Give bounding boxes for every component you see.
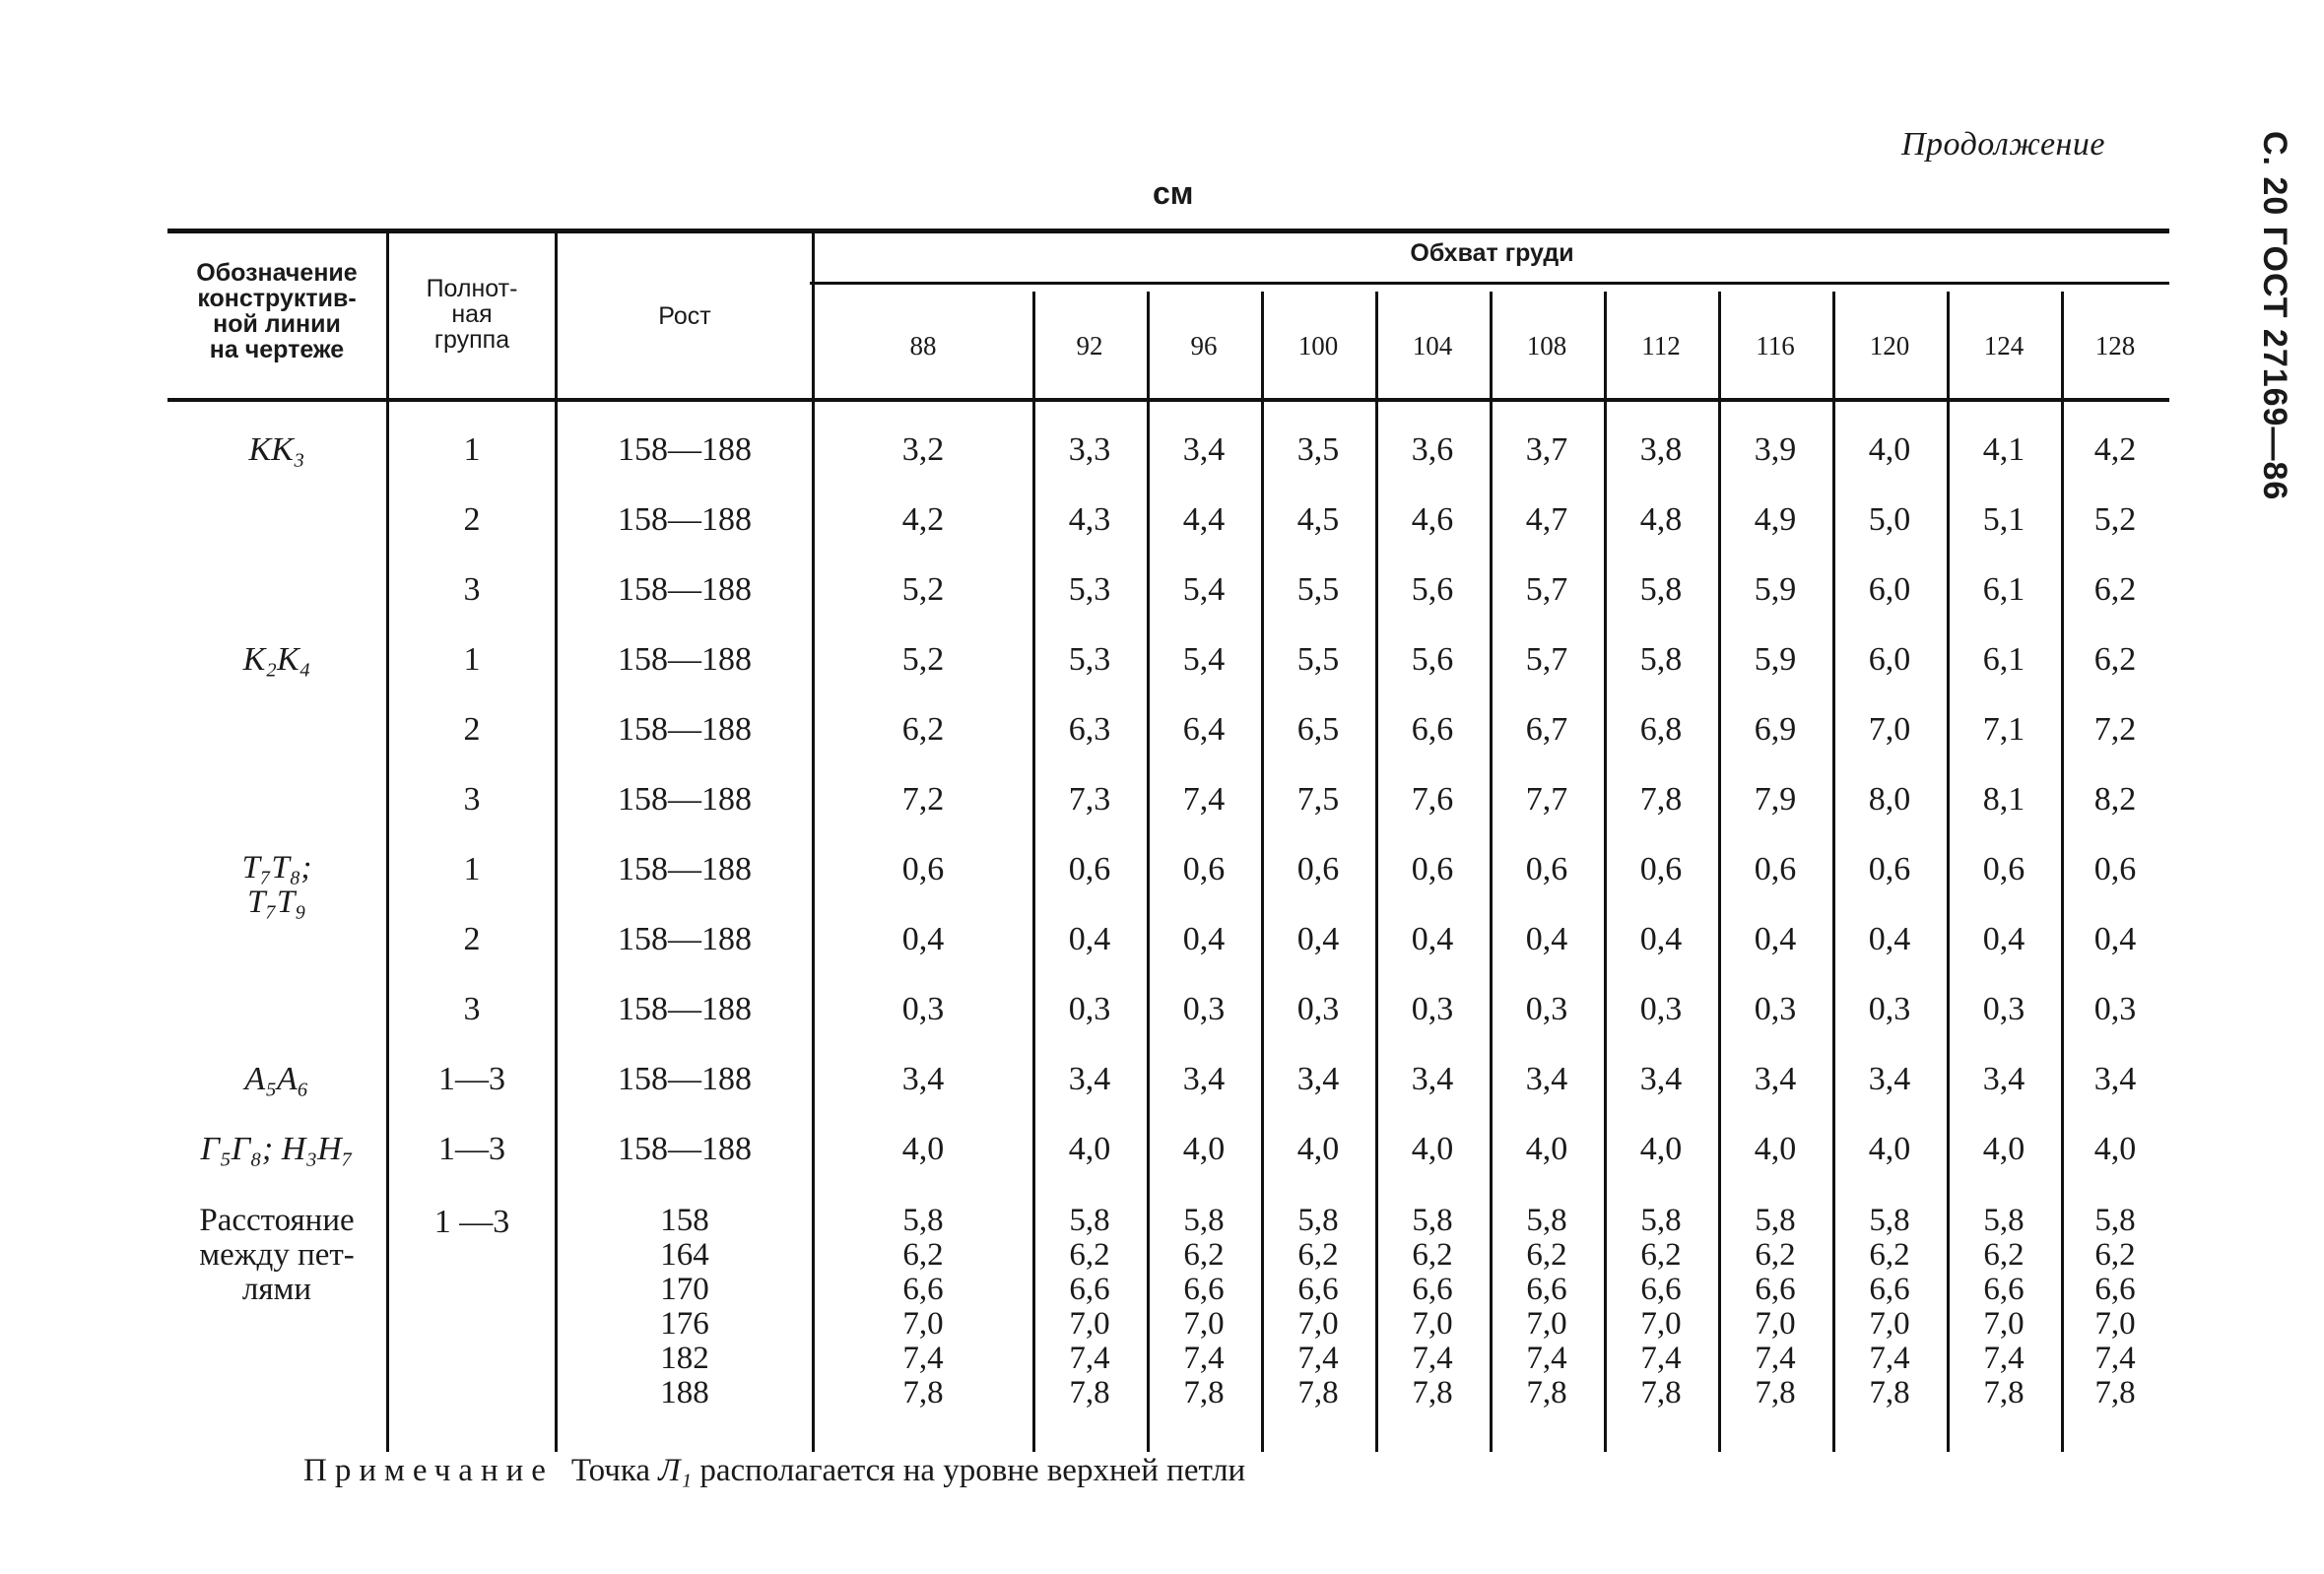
value-cell: 0,3: [901, 991, 945, 1027]
value-list: [1261, 1204, 1375, 1410]
value-cell: 7,8: [902, 1375, 944, 1410]
value-cell: 0,3: [1754, 991, 1797, 1027]
value-cell: 0,4: [1868, 921, 1911, 957]
value-cell: 6,6: [2094, 1272, 2136, 1307]
value-cell: 7,4: [1983, 1341, 2025, 1376]
note-label: Примечание: [303, 1453, 554, 1488]
value-cell: 0,4: [1639, 921, 1683, 957]
group-cell: 3: [463, 781, 481, 818]
value-cell: 0,3: [1525, 991, 1568, 1027]
value-cell: 0,6: [1525, 851, 1568, 887]
value-cell: 4,0: [1639, 1131, 1683, 1167]
value-cell: 3,4: [1296, 1061, 1340, 1097]
height-cell: 158—188: [618, 851, 752, 887]
chest-size-header: 96: [1190, 331, 1218, 361]
fullness-group-header: Полнот- ная группа: [426, 275, 518, 354]
value-cell: 6,1: [1982, 641, 2025, 678]
designation-line: Т₇Т₉: [247, 885, 306, 920]
value-cell: 0,3: [2093, 991, 2137, 1027]
value-cell: 4,0: [1754, 1131, 1797, 1167]
value-cell: 6,2: [1983, 1237, 2025, 1273]
height-value: 158: [660, 1203, 709, 1238]
value-cell: 4,6: [1411, 501, 1454, 538]
value-cell: 0,4: [1754, 921, 1797, 957]
value-cell: 0,3: [1068, 991, 1111, 1027]
value-cell: 7,7: [1525, 781, 1568, 818]
value-cell: 3,6: [1411, 431, 1454, 468]
value-cell: 7,8: [1640, 1375, 1682, 1410]
value-cell: 4,0: [1182, 1131, 1226, 1167]
value-cell: 7,0: [1412, 1306, 1453, 1342]
height-cell: 158—188: [618, 641, 752, 678]
value-cell: 5,2: [2093, 501, 2137, 538]
value-cell: 5,8: [1755, 1203, 1796, 1238]
height-cell: 158—188: [618, 921, 752, 957]
value-cell: 0,4: [1982, 921, 2025, 957]
value-cell: 3,4: [1182, 1061, 1226, 1097]
value-cell: 3,4: [1525, 1061, 1568, 1097]
value-cell: 7,8: [2094, 1375, 2136, 1410]
value-cell: 7,5: [1296, 781, 1340, 818]
value-cell: 7,4: [1412, 1341, 1453, 1376]
value-cell: 3,4: [2093, 1061, 2137, 1097]
value-cell: 6,2: [1297, 1237, 1339, 1273]
group-cell: 1—3: [438, 1061, 505, 1097]
value-cell: 5,5: [1296, 571, 1340, 608]
value-cell: 0,4: [1182, 921, 1226, 957]
value-cell: 7,0: [2094, 1306, 2136, 1342]
value-cell: 5,8: [1983, 1203, 2025, 1238]
value-cell: 6,6: [1869, 1272, 1910, 1307]
value-cell: 7,4: [1640, 1341, 1682, 1376]
value-cell: 6,6: [1640, 1272, 1682, 1307]
value-cell: 6,2: [1640, 1237, 1682, 1273]
value-cell: 6,6: [1411, 711, 1454, 748]
value-cell: 8,2: [2093, 781, 2137, 818]
chest-size-header: 120: [1869, 331, 1910, 361]
designation-cell: [169, 1131, 384, 1168]
value-list: [1032, 1204, 1147, 1410]
designation-cell: [169, 1061, 384, 1098]
value-cell: 6,6: [902, 1272, 944, 1307]
value-list: [1375, 1204, 1490, 1410]
value-cell: 5,2: [901, 641, 945, 678]
value-cell: 6,6: [1412, 1272, 1453, 1307]
value-cell: 6,5: [1296, 711, 1340, 748]
value-cell: 6,7: [1525, 711, 1568, 748]
group-cell: 2: [463, 711, 481, 748]
value-cell: 4,1: [1982, 431, 2025, 468]
value-cell: 6,4: [1182, 711, 1226, 748]
value-cell: 5,8: [1640, 1203, 1682, 1238]
height-value: 182: [660, 1341, 709, 1376]
value-cell: 6,2: [2093, 641, 2137, 678]
value-cell: 7,0: [1640, 1306, 1682, 1342]
value-cell: 5,4: [1182, 641, 1226, 678]
height-cell: 158—188: [618, 781, 752, 818]
value-cell: 7,8: [1412, 1375, 1453, 1410]
value-cell: 5,3: [1068, 641, 1111, 678]
chest-size-header: 128: [2094, 331, 2136, 361]
column-divider: [386, 233, 389, 1452]
value-cell: 7,8: [1755, 1375, 1796, 1410]
value-cell: 7,9: [1754, 781, 1797, 818]
chest-girth-header: Обхват груди: [1410, 239, 1574, 267]
value-cell: 7,8: [1297, 1375, 1339, 1410]
value-list: [1147, 1204, 1261, 1410]
value-cell: 0,3: [1182, 991, 1226, 1027]
value-cell: 4,9: [1754, 501, 1797, 538]
value-cell: 7,4: [1069, 1341, 1110, 1376]
value-cell: 0,4: [1411, 921, 1454, 957]
value-cell: 7,4: [902, 1341, 944, 1376]
height-cell: 158—188: [618, 991, 752, 1027]
value-cell: 7,4: [1183, 1341, 1225, 1376]
value-cell: 5,8: [902, 1203, 944, 1238]
value-cell: 5,4: [1182, 571, 1226, 608]
group-cell: 1 —3: [433, 1204, 510, 1240]
value-cell: 3,4: [1639, 1061, 1683, 1097]
note-text-before: Точка: [570, 1453, 659, 1488]
value-cell: 6,2: [1183, 1237, 1225, 1273]
value-cell: 3,2: [901, 431, 945, 468]
value-cell: 7,4: [1526, 1341, 1567, 1376]
designation-cell: [169, 431, 384, 469]
value-cell: 6,2: [1069, 1237, 1110, 1273]
value-cell: 5,7: [1525, 571, 1568, 608]
value-cell: 7,8: [1983, 1375, 2025, 1410]
value-cell: 4,0: [1868, 1131, 1911, 1167]
value-cell: 7,8: [1526, 1375, 1567, 1410]
chest-size-header: 108: [1526, 331, 1567, 361]
designation-line: К₂К₄: [242, 641, 311, 678]
value-cell: 0,6: [1411, 851, 1454, 887]
note-point: Л₁: [658, 1453, 693, 1488]
value-cell: 3,4: [1868, 1061, 1911, 1097]
designation-cell: [169, 1204, 384, 1307]
chest-size-header: 92: [1076, 331, 1103, 361]
value-cell: 5,7: [1525, 641, 1568, 678]
value-cell: 5,0: [1868, 501, 1911, 538]
value-cell: 6,2: [902, 1237, 944, 1273]
designation-line: Г₅Г₈; Н₃Н₇: [200, 1131, 354, 1167]
value-cell: 8,0: [1868, 781, 1911, 818]
value-cell: 4,0: [1868, 431, 1911, 468]
value-cell: 6,0: [1868, 571, 1911, 608]
value-cell: 0,3: [1639, 991, 1683, 1027]
value-cell: 7,0: [1069, 1306, 1110, 1342]
value-cell: 7,0: [1526, 1306, 1567, 1342]
height-header: Рост: [658, 302, 711, 330]
value-cell: 6,8: [1639, 711, 1683, 748]
value-cell: 4,0: [1411, 1131, 1454, 1167]
value-cell: 0,6: [1296, 851, 1340, 887]
designation-header: Обозначение конструктив- ной линии на чертеже: [196, 259, 358, 363]
value-cell: 3,5: [1296, 431, 1340, 468]
group-cell: 1: [463, 641, 481, 678]
value-cell: 6,6: [1755, 1272, 1796, 1307]
group-cell: 3: [463, 991, 481, 1027]
height-cell: 158—188: [618, 501, 752, 538]
value-cell: 6,3: [1068, 711, 1111, 748]
group-cell: 3: [463, 571, 481, 608]
value-cell: 3,4: [1182, 431, 1226, 468]
value-cell: 0,3: [1868, 991, 1911, 1027]
value-cell: 5,1: [1982, 501, 2025, 538]
value-cell: 6,6: [1526, 1272, 1567, 1307]
value-cell: 3,7: [1525, 431, 1568, 468]
value-list: [2061, 1204, 2169, 1410]
height-value: 176: [660, 1306, 709, 1342]
value-cell: 5,6: [1411, 571, 1454, 608]
value-cell: 4,0: [1296, 1131, 1340, 1167]
value-cell: 5,9: [1754, 641, 1797, 678]
value-cell: 4,2: [901, 501, 945, 538]
value-cell: 7,0: [1297, 1306, 1339, 1342]
unit-label: см: [1153, 175, 1194, 211]
height-value: 164: [660, 1237, 709, 1273]
value-cell: 4,8: [1639, 501, 1683, 538]
value-cell: 3,4: [1411, 1061, 1454, 1097]
value-cell: 5,3: [1068, 571, 1111, 608]
designation-line: лями: [241, 1272, 312, 1307]
value-cell: 6,2: [901, 711, 945, 748]
value-cell: 6,2: [2093, 571, 2137, 608]
value-cell: 7,6: [1411, 781, 1454, 818]
value-cell: 7,8: [1869, 1375, 1910, 1410]
value-cell: 7,4: [1297, 1341, 1339, 1376]
value-cell: 3,4: [901, 1061, 945, 1097]
value-cell: 3,4: [1068, 1061, 1111, 1097]
designation-cell: [169, 851, 384, 920]
value-cell: 4,2: [2093, 431, 2137, 468]
value-cell: 7,4: [1869, 1341, 1910, 1376]
value-cell: 6,6: [1183, 1272, 1225, 1307]
value-cell: 5,8: [1526, 1203, 1567, 1238]
value-cell: 3,9: [1754, 431, 1797, 468]
value-cell: 0,6: [2093, 851, 2137, 887]
value-cell: 3,8: [1639, 431, 1683, 468]
value-cell: 4,0: [1068, 1131, 1111, 1167]
value-cell: 6,2: [2094, 1237, 2136, 1273]
header-bottom-rule: [167, 398, 2169, 402]
value-cell: 7,1: [1982, 711, 2025, 748]
value-list: [1832, 1204, 1947, 1410]
height-cell: 158—188: [618, 571, 752, 608]
value-cell: 6,0: [1868, 641, 1911, 678]
value-cell: 0,4: [1296, 921, 1340, 957]
chest-size-header: 116: [1756, 331, 1795, 361]
chest-size-header: 104: [1412, 331, 1453, 361]
value-cell: 0,3: [1982, 991, 2025, 1027]
height-value: 170: [660, 1272, 709, 1307]
value-cell: 5,8: [1639, 571, 1683, 608]
value-cell: 7,8: [1069, 1375, 1110, 1410]
value-list: [1947, 1204, 2061, 1410]
value-cell: 0,4: [2093, 921, 2137, 957]
height-cell: 158—188: [618, 431, 752, 468]
value-cell: 3,4: [1982, 1061, 2025, 1097]
value-cell: 0,6: [1868, 851, 1911, 887]
group-cell: 2: [463, 501, 481, 538]
value-cell: 4,3: [1068, 501, 1111, 538]
value-cell: 0,4: [1068, 921, 1111, 957]
table-top-rule: [167, 229, 2169, 233]
designation-line: А₅А₆: [244, 1061, 309, 1097]
height-cell: 158—188: [618, 1061, 752, 1097]
group-cell: 1: [463, 851, 481, 887]
group-cell: 1—3: [438, 1131, 505, 1167]
value-list: [1604, 1204, 1718, 1410]
value-cell: 0,4: [901, 921, 945, 957]
designation-cell: [169, 641, 384, 679]
note-text-after: располагается на уровне верхней петли: [692, 1453, 1246, 1488]
chest-size-header: 88: [909, 331, 937, 361]
value-cell: 5,6: [1411, 641, 1454, 678]
group-cell: 2: [463, 921, 481, 957]
height-cell: 158—188: [618, 711, 752, 748]
group-cell: 1: [463, 431, 481, 468]
value-cell: 0,4: [1525, 921, 1568, 957]
value-cell: 6,6: [1069, 1272, 1110, 1307]
value-cell: 4,0: [1982, 1131, 2025, 1167]
value-cell: 7,0: [1755, 1306, 1796, 1342]
value-cell: 7,0: [1868, 711, 1911, 748]
value-cell: 3,4: [1754, 1061, 1797, 1097]
value-cell: 5,8: [1412, 1203, 1453, 1238]
value-cell: 7,2: [901, 781, 945, 818]
value-cell: 7,4: [1755, 1341, 1796, 1376]
value-cell: 7,3: [1068, 781, 1111, 818]
value-cell: 7,4: [2094, 1341, 2136, 1376]
height-cell: 158—188: [618, 1131, 752, 1167]
page-side-header: С. 20 ГОСТ 27169—86: [2256, 131, 2293, 501]
footnote: [303, 1453, 1245, 1489]
designation-line: Расстояние: [199, 1203, 355, 1238]
value-cell: 0,6: [1068, 851, 1111, 887]
value-cell: 0,3: [1296, 991, 1340, 1027]
chest-size-header: 124: [1983, 331, 2025, 361]
value-cell: 6,1: [1982, 571, 2025, 608]
value-cell: 5,8: [1869, 1203, 1910, 1238]
value-list: [814, 1204, 1032, 1410]
value-cell: 4,5: [1296, 501, 1340, 538]
value-cell: 0,3: [1411, 991, 1454, 1027]
value-cell: 7,0: [1183, 1306, 1225, 1342]
value-cell: 7,4: [1182, 781, 1226, 818]
designation-line: КК₃: [248, 431, 305, 468]
value-list: [1718, 1204, 1832, 1410]
value-cell: 7,8: [1639, 781, 1683, 818]
value-cell: 7,0: [902, 1306, 944, 1342]
designation-line: между пет-: [199, 1237, 355, 1273]
value-cell: 6,2: [1755, 1237, 1796, 1273]
value-cell: 3,3: [1068, 431, 1111, 468]
value-cell: 5,2: [901, 571, 945, 608]
value-cell: 5,9: [1754, 571, 1797, 608]
chest-header-rule: [810, 282, 2169, 285]
value-cell: 6,2: [1526, 1237, 1567, 1273]
value-cell: 7,0: [1869, 1306, 1910, 1342]
value-cell: 0,6: [901, 851, 945, 887]
value-cell: 7,8: [1183, 1375, 1225, 1410]
value-cell: 0,6: [1639, 851, 1683, 887]
value-cell: 4,4: [1182, 501, 1226, 538]
value-cell: 4,0: [1525, 1131, 1568, 1167]
value-cell: 0,6: [1182, 851, 1226, 887]
designation-line: Т₇Т₈;: [241, 850, 312, 885]
value-cell: 5,8: [1639, 641, 1683, 678]
value-cell: 5,8: [1297, 1203, 1339, 1238]
value-list: [1490, 1204, 1604, 1410]
value-cell: 6,9: [1754, 711, 1797, 748]
value-cell: 4,7: [1525, 501, 1568, 538]
value-cell: 6,6: [1297, 1272, 1339, 1307]
value-cell: 5,5: [1296, 641, 1340, 678]
value-cell: 6,2: [1412, 1237, 1453, 1273]
value-cell: 5,8: [1069, 1203, 1110, 1238]
value-cell: 4,0: [901, 1131, 945, 1167]
value-cell: 8,1: [1982, 781, 2025, 818]
value-cell: 7,0: [1983, 1306, 2025, 1342]
value-cell: 7,2: [2093, 711, 2137, 748]
chest-size-header: 100: [1297, 331, 1339, 361]
height-value: 188: [660, 1375, 709, 1410]
value-cell: 6,6: [1983, 1272, 2025, 1307]
height-list: [558, 1204, 812, 1410]
chest-size-header: 112: [1641, 331, 1681, 361]
value-cell: 5,8: [2094, 1203, 2136, 1238]
value-cell: 4,0: [2093, 1131, 2137, 1167]
value-cell: 5,8: [1183, 1203, 1225, 1238]
value-cell: 6,2: [1869, 1237, 1910, 1273]
continuation-label: Продолжение: [1901, 126, 2106, 163]
value-cell: 0,6: [1754, 851, 1797, 887]
value-cell: 0,6: [1982, 851, 2025, 887]
